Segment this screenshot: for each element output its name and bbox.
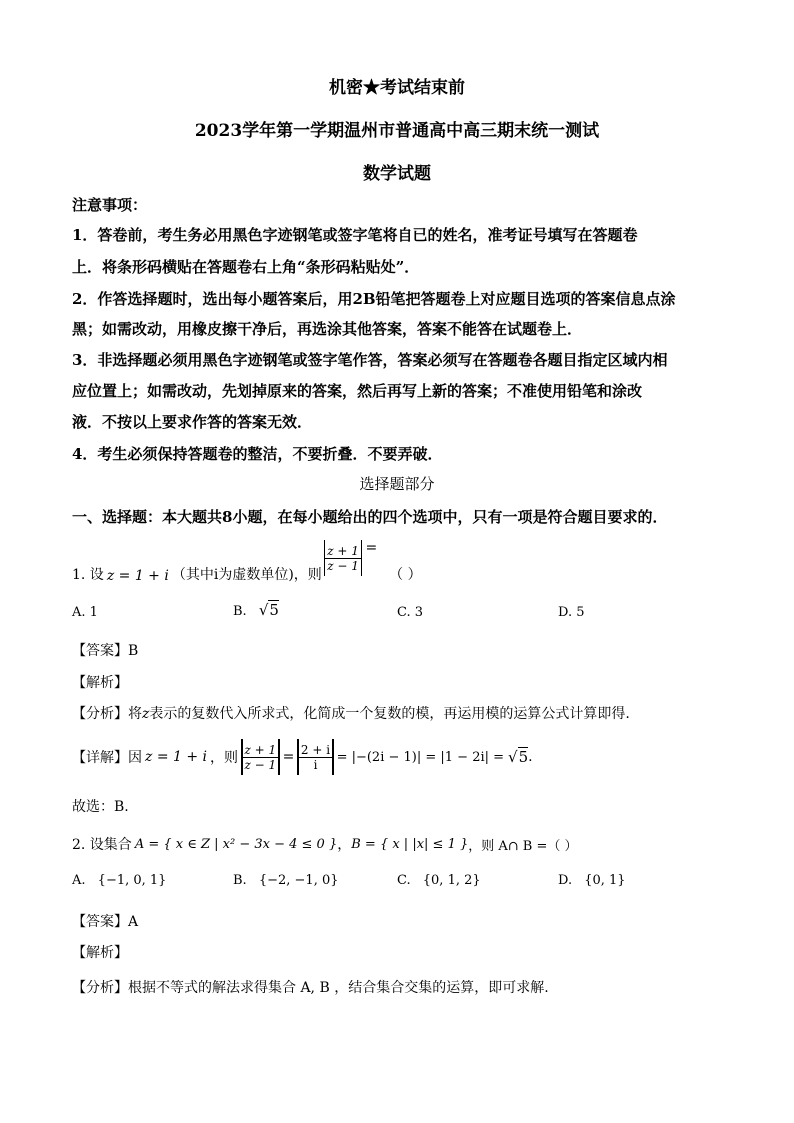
q2-option-c-label: C. — [397, 873, 411, 888]
q1-detail-eq-1: = — [282, 749, 295, 765]
q1-detail-result: 5 — [518, 748, 529, 766]
q1-d-den2: i — [313, 757, 318, 772]
q1-blank: （ ） — [389, 567, 422, 583]
q2-option-b — [233, 873, 339, 888]
q2-prefix: 2. 设集合 — [72, 837, 132, 853]
q1-detail-label: 【详解】 — [72, 750, 128, 766]
q2-comma: ， — [337, 837, 352, 853]
q1-detail — [72, 734, 533, 780]
q2-option-d-value: {0, 1} — [584, 873, 626, 888]
q1-z-def: z = 1 + i — [106, 568, 169, 584]
question-2 — [72, 830, 578, 858]
q1-analysis-var: z — [142, 706, 150, 722]
q1-frac-num: z + 1 — [327, 543, 359, 558]
q1-analysis-tag: 【解析】 — [72, 675, 128, 691]
q2-option-c — [397, 873, 481, 888]
q1-detail-frac-1 — [241, 739, 280, 775]
q2-option-d-label: D. — [558, 873, 573, 888]
q2-option-a-value: {−1, 0, 1} — [97, 873, 167, 888]
q1-option-d: D. 5 — [558, 605, 585, 620]
q1-modulus-fraction — [324, 540, 377, 576]
q1-analysis-pre: 将 — [128, 706, 142, 722]
q1-detail-frac-2 — [297, 739, 333, 775]
q1-analysis — [72, 703, 630, 723]
q1-frac-den: z − 1 — [327, 558, 359, 573]
q2-analysis-tag: 【解析】 — [72, 945, 128, 961]
q1-option-b-label: B. — [233, 604, 247, 619]
q1-option-c: C. 3 — [397, 605, 424, 620]
exam-title: 2023学年第一学期温州市普通高中高三期末统一测试 — [194, 121, 600, 141]
q2-analysis-text: 根据不等式的解法求得集合 A, B ，结合集合交集的运算，即可求解. — [128, 980, 549, 996]
sqrt-icon: √5 — [508, 748, 529, 766]
subject-title: 数学试题 — [363, 164, 431, 184]
q2-option-b-value: {−2, −1, 0} — [258, 873, 339, 888]
q1-d-num2: 2 + i — [300, 742, 331, 757]
q1-conclusion: 故选：B. — [72, 799, 129, 815]
note-1-line-1: 1．答卷前，考生务必用黑色字迹钢笔或签字笔将自已的姓名，准考证号填写在答题卷 — [72, 226, 638, 244]
q1-d-num1: z + 1 — [244, 742, 277, 757]
q1-detail-pre: 因 — [128, 750, 142, 766]
part-title: 选择题部分 — [359, 475, 435, 493]
note-4: 4．考生必须保持答题卷的整洁，不要折叠．不要弄破． — [72, 445, 443, 463]
q1-middle: （其中i为虚数单位)，则 — [171, 567, 322, 583]
q1-analysis-label: 【分析】 — [72, 706, 128, 722]
confidential-label: 机密★考试结束前 — [329, 78, 465, 98]
q1-detail-mid: ，则 — [210, 750, 239, 766]
q1-option-a: A. 1 — [72, 605, 98, 620]
q1-option-b-value: 5 — [269, 601, 279, 619]
question-1 — [72, 538, 422, 584]
note-2-line-1: 2．作答选择题时，选出每小题答案后，用2B铅笔把答题卷上对应题目选项的答案信息点涂 — [72, 290, 676, 308]
q2-option-c-value: {0, 1, 2} — [422, 873, 481, 888]
q1-prefix: 1. 设 — [72, 567, 104, 583]
note-1-line-2: 上．将条形码横贴在答题卷右上角“条形码粘贴处”． — [72, 258, 420, 276]
note-2-line-2: 黑；如需改动，用橡皮擦干净后，再选涂其他答案，答案不能答在试题卷上． — [72, 320, 583, 338]
note-3-line-1: 3．非选择题必须用黑色字迹钢笔或签字笔作答，答案必须写在答题卷各题目指定区域内相 — [72, 351, 668, 369]
q2-set-a: A = { x ∈ Z | x² − 3x − 4 ≤ 0 } — [134, 836, 338, 852]
section-heading: 一、选择题：本大题共8小题，在每小题给出的四个选项中，只有一项是符合题目要求的． — [72, 508, 668, 526]
note-3-line-2: 应位置上；如需改动，先划掉原来的答案，然后再写上新的答案；不准使用铅笔和涂改 — [72, 382, 643, 400]
q2-option-a-label: A. — [72, 873, 86, 888]
q2-set-b: B = { x | |x| ≤ 1 } — [351, 836, 469, 852]
q2-analysis-label: 【分析】 — [72, 980, 128, 996]
q2-analysis — [72, 977, 549, 997]
sqrt-icon: √5 — [258, 601, 279, 619]
q2-answer: 【答案】A — [72, 914, 139, 930]
notes-heading: 注意事项： — [72, 196, 148, 214]
q1-option-b — [233, 601, 279, 619]
q1-detail-end: . — [528, 749, 533, 765]
q1-detail-z: z = 1 + i — [145, 749, 208, 765]
q1-analysis-text: 表示的复数代入所求式，化简成一个复数的模，再运用模的运算公式计算即得. — [149, 706, 630, 722]
q2-option-d — [558, 873, 626, 888]
q1-detail-step3: = |−(2i − 1)| = |1 − 2i| = — [336, 749, 505, 765]
q2-question: ，则 A∩ B =（ ） — [468, 838, 578, 854]
q2-option-b-label: B. — [233, 873, 247, 888]
note-3-line-3: 液．不按以上要求作答的答案无效． — [72, 413, 313, 431]
q1-d-den1: z − 1 — [244, 757, 277, 772]
q2-option-a — [72, 873, 166, 888]
q1-answer: 【答案】B — [72, 643, 139, 659]
q1-equals: = — [365, 540, 378, 556]
